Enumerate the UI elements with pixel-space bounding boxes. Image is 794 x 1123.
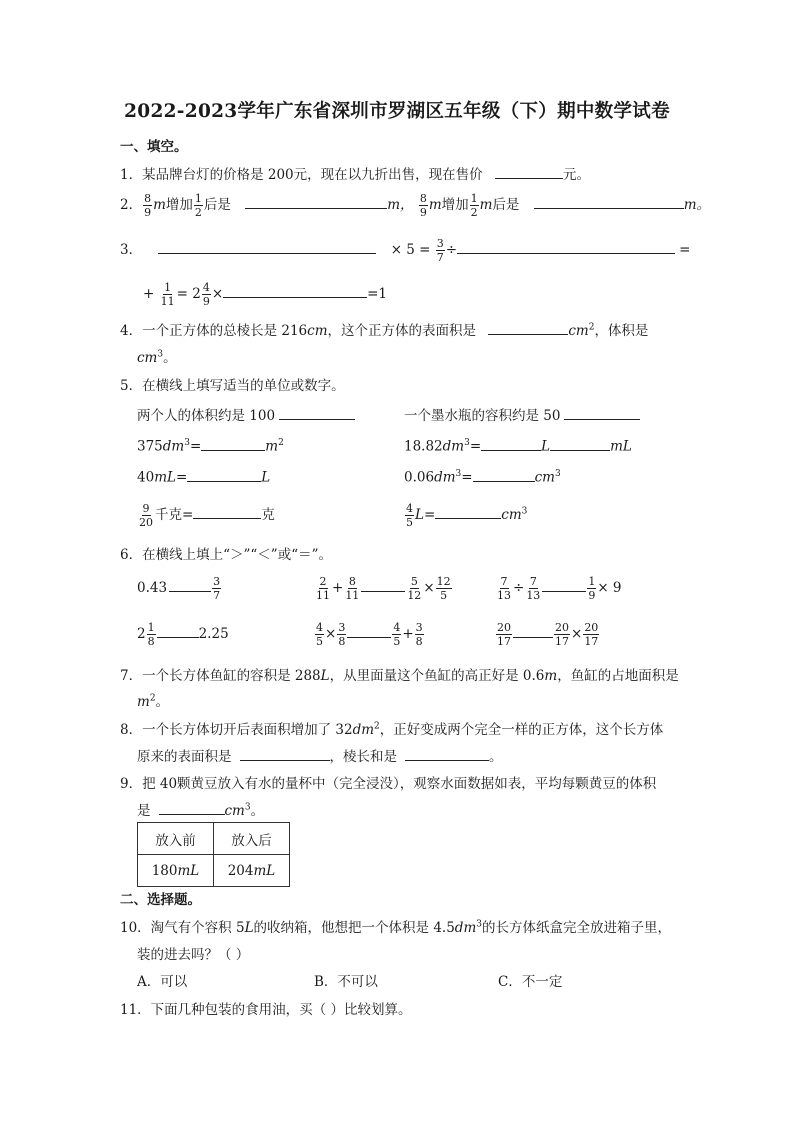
superscript: 3 — [464, 438, 470, 448]
fraction: $\frac{4}{9}$ — [202, 281, 210, 308]
whole-number: 2 — [137, 626, 146, 642]
page-title: 2022-2023学年广东省深圳市罗湖区五年级（下）期中数学试卷 — [124, 101, 670, 122]
divide: ÷ — [513, 580, 525, 596]
answer-blank[interactable] — [495, 165, 563, 180]
answer-blank[interactable] — [550, 436, 610, 451]
period: 。 — [250, 803, 265, 819]
table-value: 180 — [151, 862, 178, 879]
superscript: 2 — [374, 721, 380, 732]
q2-after: 后是 — [492, 197, 520, 213]
unit-mL: mL — [253, 862, 276, 879]
unit-m: m。 — [683, 197, 711, 213]
unit-m: m — [479, 197, 493, 213]
q5-f-left: 0.06 — [404, 469, 435, 486]
q5-e-left: 40 — [137, 469, 155, 486]
section-fill-blank: 一、填空。 — [120, 139, 188, 155]
fraction: $\frac{4}{5}$ — [393, 621, 401, 648]
table-cell — [138, 855, 214, 887]
equals: = — [189, 438, 202, 455]
q8-text-a: 8．一个长方体切开后表面积增加了 32 — [120, 722, 353, 738]
question-5-title: 5．在横线上填写适当的单位或数字。 — [120, 378, 345, 394]
superscript: 3 — [455, 469, 462, 479]
fraction: $\frac{1}{11}$ — [160, 281, 175, 308]
option-c[interactable]: C．不一定 — [498, 974, 563, 990]
superscript: 3 — [554, 469, 561, 479]
q3-equals: = — [679, 242, 691, 258]
q9-text-a: 是 — [137, 803, 151, 819]
question-10 — [120, 916, 671, 936]
question-7-line2 — [137, 690, 169, 710]
q5-item-h — [404, 502, 527, 529]
fraction: $\frac{1}{9}$ — [588, 575, 596, 602]
unit-cm: cm — [307, 323, 328, 339]
q6-item-a — [137, 575, 222, 602]
q2-number: 2． — [120, 197, 143, 213]
unit-mL: mL — [154, 469, 176, 486]
question-11: 11．下面几种包装的食用油，买（ ）比较划算。 — [120, 1002, 412, 1018]
fraction: $\frac{8}{11}$ — [345, 575, 360, 602]
unit-m: m — [428, 197, 442, 213]
fraction: $\frac{20}{17}$ — [555, 621, 569, 648]
q3-number: 3． — [120, 242, 143, 258]
superscript: 3 — [476, 919, 482, 930]
unit-dm: dm — [442, 438, 465, 455]
answer-blank[interactable] — [159, 801, 225, 816]
answer-blank[interactable] — [361, 578, 405, 593]
q5-item-b — [404, 404, 640, 424]
table-value: 204 — [227, 862, 254, 879]
q3-times5: × 5 = — [390, 242, 431, 258]
period: 。 — [489, 749, 503, 765]
question-4 — [120, 319, 648, 339]
unit-m: m — [265, 438, 279, 455]
times: × — [571, 626, 583, 642]
fraction: $\frac{1}{8}$ — [147, 621, 155, 648]
fraction: $\frac{12}{5}$ — [436, 575, 451, 602]
q3-equals-two: = 2 — [176, 286, 201, 302]
fraction: $\frac{3}{8}$ — [415, 621, 423, 648]
answer-blank[interactable] — [223, 284, 367, 299]
question-4-line2 — [137, 346, 177, 366]
q5-h-mid: L= — [415, 507, 436, 523]
q3-equals-one: =1 — [367, 286, 388, 302]
answer-blank[interactable] — [245, 195, 387, 210]
fraction: $\frac{7}{13}$ — [497, 575, 511, 602]
q5-g-mid: 千克= — [155, 507, 194, 523]
unit-m: m — [544, 668, 558, 684]
q5-a-text: 两个人的体积约是 100 — [137, 408, 276, 424]
q5-item-a — [137, 404, 355, 424]
unit-mL: mL — [610, 438, 632, 455]
q5-item-f — [404, 467, 561, 486]
q5-item-g — [137, 502, 275, 529]
superscript: 3 — [521, 506, 528, 517]
q8-text-c: 原来的表面积是 — [137, 749, 232, 765]
q1-unit: 元。 — [562, 167, 590, 183]
q7-text-b: ，从里面量这个鱼缸的高正好是 0.6 — [329, 668, 545, 684]
unit-mL: mL — [177, 862, 200, 879]
fraction: $\frac{4}{5}$ — [316, 621, 323, 648]
fraction: $\frac{1}{2}$ — [194, 192, 202, 219]
unit-cm: cm — [534, 469, 555, 486]
q4-text3: ，体积是 — [594, 323, 649, 339]
q5-g-end: 克 — [261, 507, 275, 523]
q8-text-d: ，棱长和是 — [329, 749, 397, 765]
answer-blank[interactable] — [157, 624, 199, 639]
answer-blank[interactable] — [488, 321, 568, 336]
answer-blank[interactable] — [534, 195, 684, 210]
q7-text-c: ，鱼缸的占地面积是 — [557, 668, 679, 684]
period: 。 — [155, 694, 170, 710]
table-header-row — [138, 823, 290, 855]
option-b[interactable]: B．不可以 — [314, 974, 378, 990]
superscript: 2 — [149, 693, 156, 704]
table-cell — [214, 855, 290, 887]
answer-blank[interactable] — [193, 505, 261, 520]
fraction: $\frac{20}{17}$ — [584, 621, 599, 648]
q7-text-a: 7．一个长方体鱼缸的容积是 288 — [120, 668, 321, 684]
table-header-cell: 放入后 — [214, 823, 290, 855]
times: × — [423, 580, 435, 596]
answer-blank[interactable] — [240, 747, 330, 762]
superscript: 3 — [244, 802, 251, 813]
unit-dm: dm — [454, 920, 477, 936]
q4-text: 4．一个正方体的总棱长是 216 — [120, 323, 308, 339]
q4-text2: ，这个正方体的表面积是 — [327, 323, 477, 339]
unit-dm: dm — [434, 469, 456, 486]
question-3-line2 — [143, 281, 387, 308]
q6-item-b — [314, 575, 453, 602]
q6-a-left: 0.43 — [137, 580, 168, 596]
table-row — [138, 855, 290, 887]
question-8 — [120, 718, 663, 738]
answer-blank[interactable] — [405, 747, 489, 762]
q8-text-b: ，正好变成两个完全一样的正方体，这个长方体 — [379, 722, 664, 738]
q5-d-left: 18.82 — [404, 438, 443, 455]
answer-blank[interactable] — [201, 436, 265, 451]
superscript: 3 — [157, 349, 164, 360]
fraction: $\frac{3}{8}$ — [338, 621, 346, 648]
period: 。 — [163, 350, 177, 366]
q2-after: 后是 — [203, 197, 231, 213]
q5-item-d — [404, 436, 632, 455]
unit-L: L — [320, 668, 330, 684]
fraction: $\frac{3}{7}$ — [213, 575, 221, 602]
q6-item-e — [314, 621, 425, 648]
answer-blank[interactable] — [542, 578, 586, 593]
answer-blank[interactable] — [513, 624, 553, 639]
q2-increase: 增加 — [165, 197, 193, 213]
plus: + — [402, 626, 414, 642]
unit-L: L — [541, 438, 551, 455]
q6-item-c — [495, 575, 622, 602]
superscript: 2 — [588, 322, 595, 333]
answer-blank[interactable] — [158, 240, 376, 255]
q5-b-text: 一个墨水瓶的容积约是 50 — [404, 408, 561, 424]
times: × — [211, 286, 224, 302]
data-table — [137, 822, 290, 887]
fraction: $\frac{3}{7}$ — [436, 237, 444, 264]
fraction: $\frac{8}{9}$ — [144, 192, 152, 219]
times: × — [325, 626, 337, 642]
q10-text-b: 的收纳箱，他想把一个体积是 4.5 — [253, 920, 455, 936]
fraction: $\frac{20}{17}$ — [497, 621, 511, 648]
question-2 — [120, 192, 710, 219]
equals: = — [469, 438, 482, 455]
section-choice: 二、选择题。 — [120, 892, 201, 908]
question-1 — [120, 163, 590, 183]
answer-blank[interactable] — [564, 406, 640, 421]
equals: = — [461, 469, 473, 486]
superscript: 3 — [184, 438, 190, 448]
fraction: $\frac{8}{9}$ — [419, 192, 427, 219]
fraction: $\frac{4}{5}$ — [406, 502, 413, 529]
plus: + — [332, 580, 344, 596]
fraction: $\frac{7}{13}$ — [526, 575, 541, 602]
option-a[interactable]: A．可以 — [137, 974, 188, 990]
answer-blank[interactable] — [169, 578, 211, 593]
question-7 — [120, 664, 679, 684]
unit-cm: cm — [137, 350, 158, 366]
plus: + — [143, 286, 155, 302]
unit-m: m — [137, 694, 150, 710]
fraction: $\frac{5}{12}$ — [407, 575, 422, 602]
unit-L: L — [244, 920, 254, 936]
unit-dm: dm — [352, 722, 375, 738]
times-nine: × 9 — [597, 580, 622, 596]
question-3 — [120, 237, 690, 264]
fraction: $\frac{9}{20}$ — [139, 502, 153, 529]
equals: = — [175, 469, 188, 486]
q10-text-a: 10．淘气有个容积 5 — [120, 920, 245, 936]
q5-item-c — [137, 436, 284, 455]
question-6-title: 6．在横线上填上“＞”“＜”或“＝”。 — [120, 547, 332, 563]
unit-cm: cm — [568, 323, 589, 339]
fraction: $\frac{1}{2}$ — [470, 192, 478, 219]
answer-blank[interactable] — [187, 467, 261, 482]
q6-item-d — [137, 621, 229, 648]
q10-text-c: 的长方体纸盒完全放进箱子里， — [481, 920, 671, 936]
fraction: $\frac{2}{11}$ — [316, 575, 330, 602]
unit-m: m — [153, 197, 166, 213]
q5-item-e — [137, 467, 270, 486]
question-9: 9．把 40颗黄豆放入有水的量杯中（完全浸没），观察水面数据如表，平均每颗黄豆的体积 — [120, 776, 657, 792]
question-8-line2 — [137, 745, 503, 765]
answer-blank[interactable] — [457, 240, 675, 255]
q1-text: 1．某品牌台灯的价格是 200元，现在以九折出售，现在售价 — [120, 167, 483, 183]
q3-div: ÷ — [445, 242, 458, 258]
q5-c-left: 375 — [137, 438, 163, 455]
unit-m: m， — [387, 197, 414, 213]
q2-increase: 增加 — [441, 197, 469, 213]
answer-blank[interactable] — [435, 505, 501, 520]
question-9-line2 — [137, 799, 264, 819]
table-header-cell: 放入前 — [138, 823, 214, 855]
unit-L: L — [261, 469, 271, 486]
answer-blank[interactable] — [279, 406, 355, 421]
q6-d-right: 2.25 — [198, 626, 229, 642]
q6-item-f — [495, 621, 600, 648]
superscript: 2 — [278, 438, 284, 448]
answer-blank[interactable] — [481, 436, 541, 451]
unit-dm: dm — [162, 438, 185, 455]
q10-line2: 装的进去吗？（ ） — [137, 947, 250, 963]
unit-cm: cm — [501, 507, 522, 523]
answer-blank[interactable] — [347, 624, 391, 639]
unit-cm: cm — [224, 803, 245, 819]
answer-blank[interactable] — [473, 467, 535, 482]
